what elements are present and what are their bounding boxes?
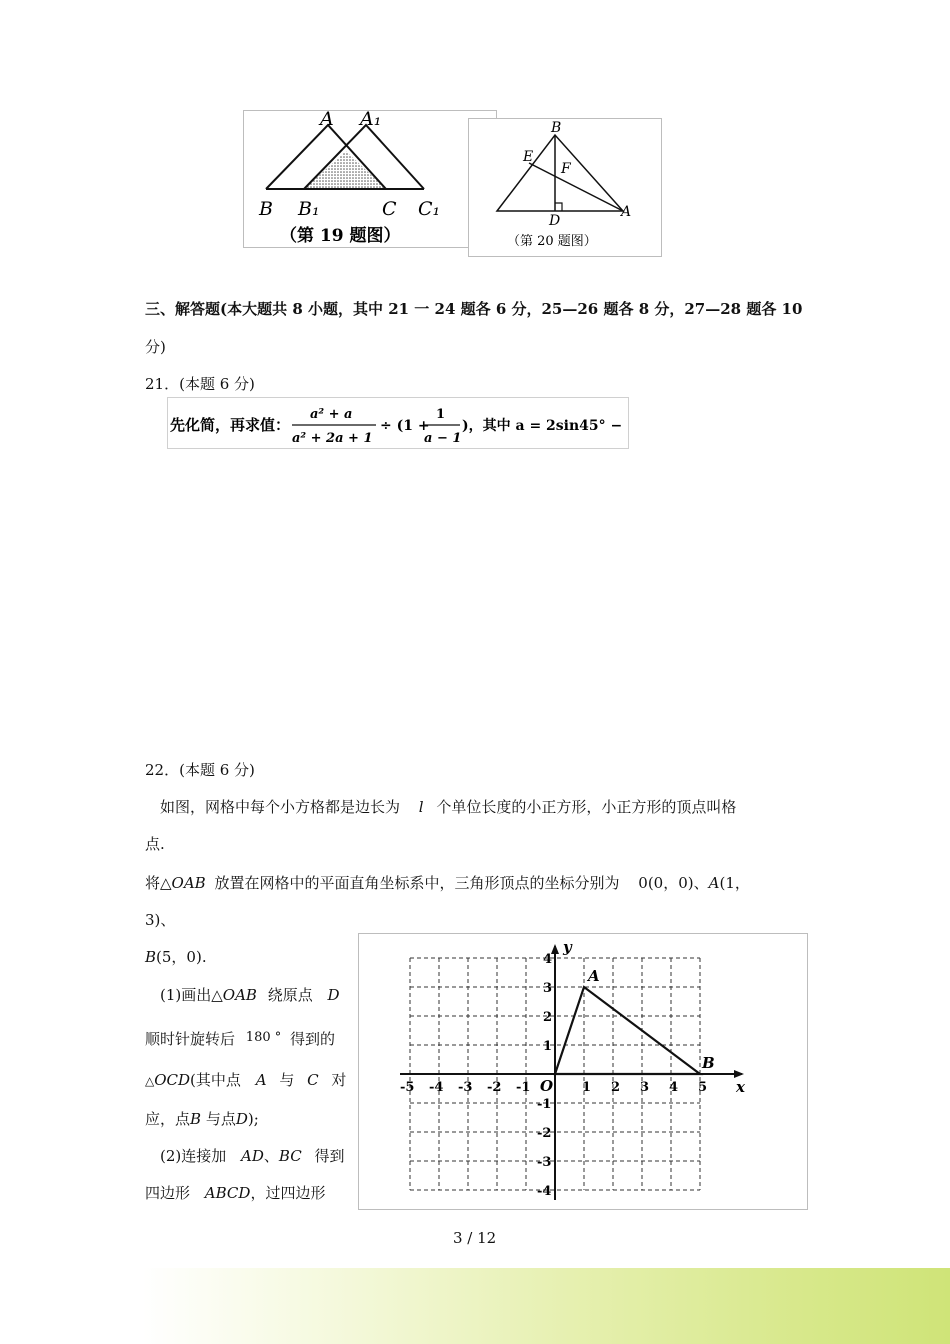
q22-s1a: (1)画出△ [160,986,223,1004]
q22-p1b: l [418,798,424,816]
label-b1: B₁ [298,198,320,220]
coordinate-grid [359,934,807,1209]
q22-s1l: 与 [279,1071,295,1089]
frac1-denominator: a² + 2a + 1 [292,431,373,446]
footer-band [0,1268,950,1344]
y-tick-label: -1 [537,1097,552,1112]
q22-s1i: OCD [154,1071,191,1089]
q22-s1s: ); [247,1110,259,1128]
page-number: 3 / 12 [453,1229,497,1247]
q22-s1h: △ [145,1074,155,1088]
x-axis-label: x [736,1078,745,1096]
x-tick-label: -5 [400,1080,415,1095]
shaded-overlap [304,151,386,189]
point-a-label: A [588,967,600,985]
y-tick-label: -3 [537,1155,552,1170]
triangle-abd [497,135,623,211]
label-c: C [382,198,397,220]
q22-p1d: 点. [145,835,165,853]
q22-s1r: D [235,1110,248,1128]
q22-sub2-line2 [145,1182,325,1203]
q22-s2g: ABCD [204,1184,251,1202]
frac2-numerator: 1 [436,407,446,422]
label-a: A [320,111,334,130]
caption-20: （第 20 题图） [507,234,597,249]
q22-s1e: 顺时针旋转后 [145,1030,236,1048]
label-e: E [523,149,534,165]
y-tick-label: -4 [537,1184,552,1199]
q22-s1n: 对 [331,1071,347,1089]
figure-19 [243,110,497,248]
label-a1: A₁ [360,111,382,130]
figure-20-drawing [469,119,661,256]
q22-s1c: 绕原点 [267,986,313,1004]
q22-p3a: B [145,948,157,966]
x-tick-label: 3 [640,1080,650,1095]
y-tick-label: 3 [543,981,553,996]
q22-sub1-line3 [145,1069,346,1090]
q22-s2b: AD [241,1147,264,1165]
q22-sub1-line2 [145,1028,335,1049]
x-tick-label: -3 [458,1080,473,1095]
q22-sub1-line1 [160,984,340,1005]
q22-s2c: 、 [263,1147,279,1165]
q22-p2f: (1， [719,874,750,892]
q22-sub2-line1 [160,1145,344,1166]
q22-p3b: (5，0). [156,948,207,966]
q22-s1p: B [190,1110,202,1128]
q22-paragraph-3 [145,946,207,967]
q22-s2f: 四边形 [145,1184,191,1202]
formula-prefix: 先化简，再求值： [170,416,291,434]
label-d: D [549,213,561,229]
q22-paragraph-2 [145,872,750,893]
q22-p1c: 个单位长度的小正方形，小正方形的顶点叫格 [436,798,737,816]
q22-header: 22．(本题 6 分) [145,761,255,779]
q22-s1m: C [307,1071,319,1089]
frac1-numerator: a² + a [310,407,353,422]
q22-p2e: A [708,874,720,892]
q22-s2e: 得到 [314,1147,345,1165]
y-axis-arrow [551,944,559,954]
section-heading-line1: 三、解答题(本大题共 8 小题，其中 21 一 24 题各 6 分，25—26 题各 8 分，27—28 题各 10 [145,300,803,318]
q21-formula [167,397,629,449]
y-tick-label: 4 [543,952,553,967]
triangle-path [555,987,700,1074]
q22-s2a: (2)连接加 [160,1147,227,1165]
label-c1: C₁ [418,198,441,220]
q22-s2h: ，过四边形 [250,1184,326,1202]
x-tick-label: 2 [611,1080,621,1095]
formula-suffix: )，其中 a = 2sin45° − 1. [462,418,628,434]
section-heading-line2: 分) [145,338,166,356]
x-tick-label: 4 [669,1080,679,1095]
formula-divide: ÷ (1 + [380,418,430,434]
tick-labels [400,952,707,1199]
q22-sub1-line4 [145,1108,259,1129]
q22-p1a: 如图，网格中每个小方格都是边长为 [160,798,401,816]
x-tick-label: -4 [429,1080,444,1095]
coordinate-grid-figure [358,933,808,1210]
label-a: A [621,204,632,220]
frac2-denominator: a − 1 [424,431,462,446]
caption-19: （第 19 题图） [280,226,401,246]
q22-p2a: 将△ [145,874,172,892]
label-f: F [561,161,571,177]
figure-19-drawing [244,111,496,247]
x-tick-label: 1 [582,1080,592,1095]
y-axis-label: y [563,938,572,956]
point-b-label: B [702,1054,715,1072]
q22-s1f: 180 ° [245,1030,282,1045]
q22-s2d: BC [278,1147,302,1165]
q22-s1q: 与点 [205,1110,236,1128]
segment-ea [529,163,623,211]
q22-p2b: OAB [171,874,206,892]
q22-s1b: OAB [222,986,257,1004]
x-tick-label: -2 [487,1080,502,1095]
q22-p2d: 0(0，0)、 [638,874,709,892]
q21-formula-drawing [168,398,628,448]
x-axis-arrow [734,1070,744,1078]
right-angle-mark [555,203,562,211]
origin-label: O [540,1077,554,1095]
y-tick-label: 1 [543,1039,553,1054]
x-tick-label: 5 [698,1080,708,1095]
label-b: B [551,120,562,136]
x-tick-label: -1 [516,1080,531,1095]
label-b: B [259,198,273,220]
triangle-oab [555,967,715,1074]
q22-s1j: (其中点 [190,1071,241,1089]
q22-s1g: 得到的 [290,1030,336,1048]
figure-20 [468,118,662,257]
q22-p2g: 3)、 [145,911,176,929]
q22-s1o: 应，点 [145,1110,191,1128]
q22-p2c: 放置在网格中的平面直角坐标系中，三角形顶点的坐标分别为 [214,874,620,892]
y-tick-label: -2 [537,1126,552,1141]
q22-s1k: A [255,1071,267,1089]
q21-header: 21．(本题 6 分) [145,375,255,393]
q22-paragraph-1 [160,796,736,817]
q22-s1d: D [327,986,340,1004]
y-tick-label: 2 [543,1010,553,1025]
